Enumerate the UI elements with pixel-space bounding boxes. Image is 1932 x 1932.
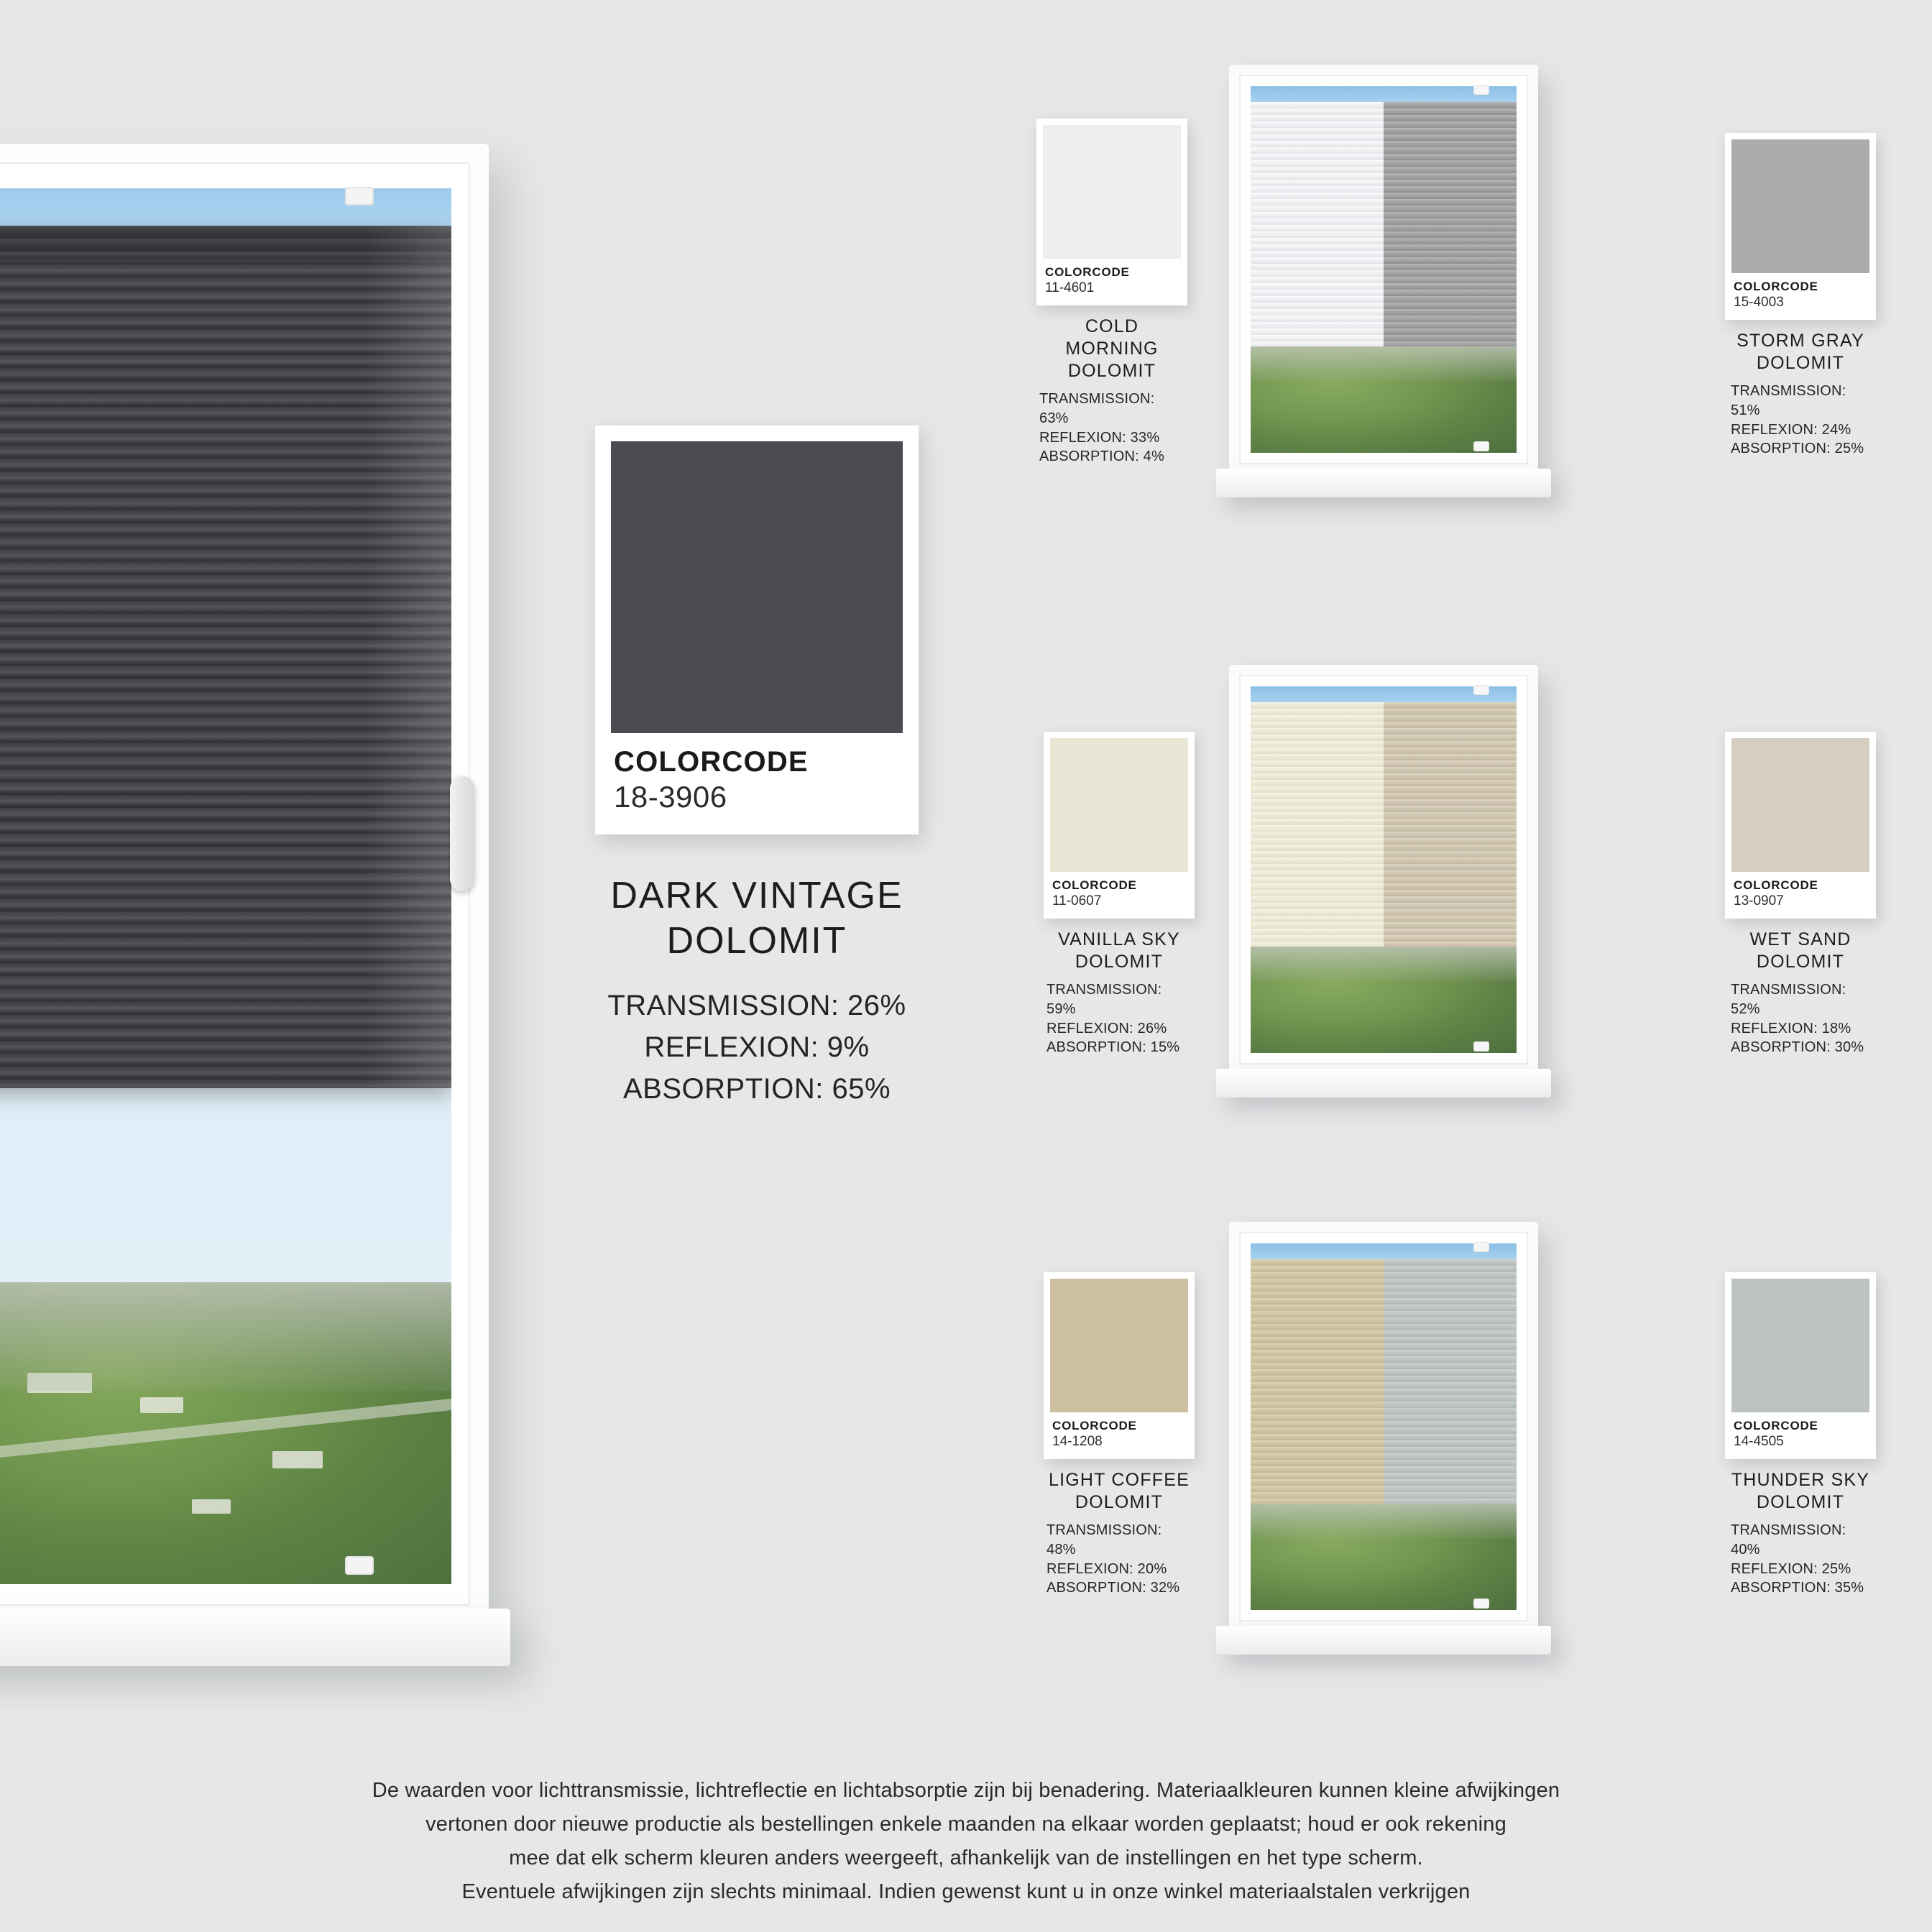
hero-blind-bracket-top — [345, 187, 374, 206]
hero-pleated-blind — [0, 226, 451, 1088]
swatch-reflexion: REFLEXION: 25% — [1731, 1560, 1852, 1577]
swatch-reflexion: REFLEXION: 26% — [1046, 1020, 1167, 1036]
swatch-colorcode-value: 13-0907 — [1734, 893, 1784, 908]
swatch-title — [1036, 316, 1187, 382]
window-blind-bracket-top — [1473, 1242, 1489, 1252]
main-transmission: TRANSMISSION: 26% — [607, 989, 906, 1021]
hero-window-photo — [0, 144, 532, 1747]
swatch-title-line1: THUNDER SKY — [1731, 1470, 1870, 1490]
swatch-title-line1: LIGHT COFFEE — [1049, 1470, 1190, 1490]
main-color-title — [595, 873, 919, 965]
swatch-card-cold-morning — [1036, 119, 1187, 466]
window-blind-half-right — [1384, 702, 1517, 947]
window-blind — [1251, 102, 1517, 346]
swatch-colorcode-label: COLORCODE — [1734, 1419, 1818, 1432]
window-glass — [1251, 1243, 1517, 1610]
swatch-color-chip — [1731, 1279, 1869, 1412]
swatch-card-storm-gray — [1725, 133, 1876, 459]
swatch-colorcode-value: 14-1208 — [1052, 1434, 1103, 1449]
window-sill — [1216, 469, 1551, 497]
swatch-colorcode-value: 11-4601 — [1045, 280, 1095, 295]
swatch-colorcode-value: 14-4505 — [1734, 1434, 1784, 1449]
swatch-title-line1: STORM GRAY — [1736, 331, 1864, 351]
swatch-stats — [1044, 980, 1195, 1057]
hero-blind-headrail — [0, 226, 451, 260]
swatch-reflexion: REFLEXION: 33% — [1039, 429, 1160, 446]
window-blind-half-right — [1384, 1259, 1517, 1504]
window-blind-bracket-top — [1473, 685, 1489, 695]
swatch-color-chip — [1050, 1279, 1188, 1412]
swatch-absorption: ABSORPTION: 4% — [1039, 448, 1164, 465]
swatch-colorcode-label: COLORCODE — [1734, 280, 1818, 293]
footer-line-3: mee dat elk scherm kleuren anders weergeeft, afhankelijk van de instellingen en het type scherm. — [509, 1846, 1423, 1869]
swatch-photo-card — [1725, 732, 1876, 919]
swatch-photo-card — [1044, 1272, 1195, 1459]
window-blind-bracket-bottom — [1473, 1041, 1489, 1052]
hero-view-building — [140, 1397, 183, 1413]
main-color-chip — [611, 441, 903, 733]
window-preview-2 — [1229, 665, 1538, 1096]
swatch-stats — [1725, 1521, 1876, 1598]
window-blind-half-left — [1251, 102, 1384, 346]
swatch-colorcode-label: COLORCODE — [1734, 878, 1818, 892]
swatch-card-vanilla-sky — [1044, 732, 1195, 1057]
swatch-title — [1725, 330, 1876, 374]
swatch-title-line2: DOLOMIT — [1756, 952, 1845, 972]
swatch-card-wet-sand — [1725, 732, 1876, 1057]
main-absorption: ABSORPTION: 65% — [622, 1072, 891, 1105]
hero-window-frame — [0, 144, 489, 1624]
swatch-colorcode-label: COLORCODE — [1045, 265, 1130, 279]
window-outdoor-view — [1251, 345, 1517, 453]
window-preview-1 — [1229, 65, 1538, 496]
swatch-title — [1725, 929, 1876, 973]
color-group-3 — [1006, 1222, 1926, 1725]
swatch-photo-card — [1036, 119, 1187, 305]
swatch-reflexion: REFLEXION: 18% — [1731, 1020, 1852, 1036]
window-blind-half-right — [1384, 102, 1517, 346]
hero-window-glass — [0, 188, 451, 1584]
window-blind-half-left — [1251, 1259, 1384, 1504]
swatch-absorption: ABSORPTION: 32% — [1046, 1580, 1180, 1596]
footer-line-4: Eventuele afwijkingen zijn slechts minimaal. Indien gewenst kunt u in onze winkel materiaalstalen verkrijgen — [461, 1880, 1471, 1903]
hero-outdoor-view — [0, 1282, 451, 1584]
swatch-stats — [1725, 980, 1876, 1057]
swatch-title-line2: DOLOMIT — [1756, 353, 1845, 373]
hero-window-sill — [0, 1609, 510, 1666]
swatch-card-light-coffee — [1044, 1272, 1195, 1598]
window-preview-3 — [1229, 1222, 1538, 1653]
swatch-photo-card — [1725, 133, 1876, 320]
hero-view-road — [0, 1389, 451, 1465]
window-blind — [1251, 1259, 1517, 1504]
swatch-colorcode-value: 15-4003 — [1734, 295, 1784, 310]
window-sill — [1216, 1069, 1551, 1098]
swatch-title-line1: WET SAND — [1749, 929, 1852, 949]
swatch-title-line2: DOLOMIT — [1756, 1492, 1845, 1512]
swatch-color-chip — [1731, 738, 1869, 872]
swatch-title-line1: VANILLA SKY — [1058, 929, 1180, 949]
swatch-color-chip — [1731, 139, 1869, 273]
hero-view-building — [27, 1373, 92, 1393]
swatch-colorcode-label: COLORCODE — [1052, 878, 1137, 892]
swatch-reflexion: REFLEXION: 24% — [1731, 421, 1852, 438]
swatch-absorption: ABSORPTION: 30% — [1731, 1039, 1864, 1056]
window-glass — [1251, 86, 1517, 453]
swatch-transmission: TRANSMISSION: 59% — [1046, 982, 1162, 1017]
hero-view-building — [192, 1499, 231, 1514]
window-sill — [1216, 1626, 1551, 1655]
swatch-title-line1: COLD MORNING — [1065, 316, 1159, 359]
window-outdoor-view — [1251, 945, 1517, 1053]
swatch-card-thunder-sky — [1725, 1272, 1876, 1598]
window-frame — [1229, 665, 1538, 1075]
footer-line-2: vertonen door nieuwe productie als bestellingen enkele maanden na elkaar worden geplaatst; houd er ook rekening — [426, 1812, 1506, 1836]
swatch-color-chip — [1050, 738, 1188, 872]
swatch-absorption: ABSORPTION: 15% — [1046, 1039, 1180, 1056]
window-blind-half-left — [1251, 702, 1384, 947]
swatch-stats — [1725, 382, 1876, 459]
color-group-2 — [1006, 665, 1926, 1168]
swatch-title-line2: DOLOMIT — [1075, 1492, 1164, 1512]
swatch-title — [1044, 929, 1195, 973]
hero-blind-bracket-bottom — [345, 1556, 374, 1575]
swatch-title — [1725, 1469, 1876, 1514]
window-blind — [1251, 702, 1517, 947]
window-frame — [1229, 65, 1538, 474]
swatch-colorcode-label: COLORCODE — [1052, 1419, 1137, 1432]
main-color-card — [595, 426, 919, 1110]
window-frame — [1229, 1222, 1538, 1632]
swatch-transmission: TRANSMISSION: 51% — [1731, 383, 1846, 418]
color-group-1 — [1006, 65, 1926, 568]
swatch-transmission: TRANSMISSION: 40% — [1731, 1522, 1846, 1558]
main-swatch-card — [595, 426, 919, 834]
main-color-title-line1: DARK VINTAGE — [610, 875, 903, 916]
window-blind-bracket-bottom — [1473, 441, 1489, 451]
swatch-color-chip — [1043, 125, 1181, 259]
main-reflexion: REFLEXION: 9% — [644, 1031, 870, 1063]
main-color-stats — [595, 985, 919, 1110]
window-outdoor-view — [1251, 1502, 1517, 1610]
swatch-transmission: TRANSMISSION: 52% — [1731, 982, 1846, 1017]
main-color-title-line2: DOLOMIT — [666, 920, 847, 962]
swatch-stats — [1044, 1521, 1195, 1598]
hero-view-building — [272, 1451, 323, 1468]
swatch-transmission: TRANSMISSION: 48% — [1046, 1522, 1162, 1558]
swatch-absorption: ABSORPTION: 25% — [1731, 441, 1864, 457]
swatch-photo-card — [1044, 732, 1195, 919]
main-colorcode-label: COLORCODE — [614, 746, 809, 778]
swatch-transmission: TRANSMISSION: 63% — [1039, 391, 1155, 426]
swatch-title-line2: DOLOMIT — [1067, 361, 1156, 381]
swatch-stats — [1036, 390, 1187, 466]
swatch-reflexion: REFLEXION: 20% — [1046, 1560, 1167, 1577]
swatch-title-line2: DOLOMIT — [1075, 952, 1164, 972]
footer-disclaimer — [0, 1774, 1932, 1909]
main-colorcode-value: 18-3906 — [614, 780, 727, 814]
swatch-photo-card — [1725, 1272, 1876, 1459]
window-blind-bracket-bottom — [1473, 1598, 1489, 1609]
swatch-colorcode-value: 11-0607 — [1052, 893, 1102, 908]
swatch-title — [1044, 1469, 1195, 1514]
swatch-absorption: ABSORPTION: 35% — [1731, 1580, 1864, 1596]
hero-blind-handle — [450, 776, 474, 891]
window-blind-bracket-top — [1473, 85, 1489, 95]
window-glass — [1251, 686, 1517, 1053]
footer-line-1: De waarden voor lichttransmissie, lichtreflectie en lichtabsorptie zijn bij benadering. Materiaalkleuren kunnen kleine afwijkingen — [372, 1779, 1560, 1802]
